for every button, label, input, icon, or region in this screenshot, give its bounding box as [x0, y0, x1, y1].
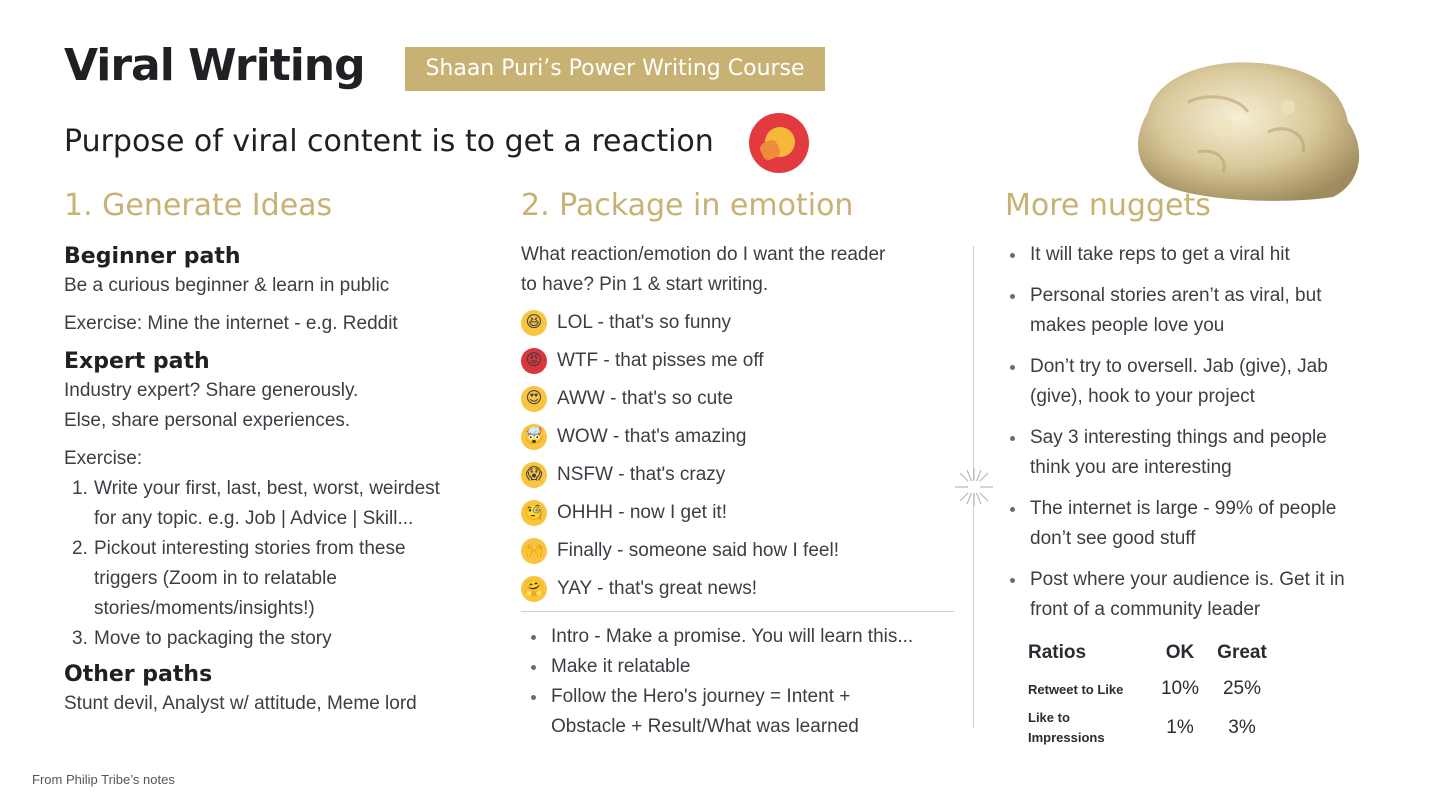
story-tips-list — [521, 622, 961, 742]
table-row: Like to Impressions 1% 3% — [1028, 710, 1256, 745]
generate-ideas-section — [64, 244, 504, 719]
other-paths-line: Stunt devil, Analyst w/ attitude, Meme lord — [64, 693, 417, 714]
list-item: Make it relatable — [521, 652, 961, 682]
emotion-item: 🙌 Finally - someone said how I feel! — [521, 532, 961, 570]
footnote: From Philip Tribe’s notes — [32, 772, 175, 787]
reaction-icon — [749, 113, 809, 173]
list-item: 1. Write your first, last, best, worst, weirdest for any topic. e.g. Job | Advice | Skill... — [72, 478, 440, 529]
list-item: Follow the Hero's journey = Intent + Obstacle + Result/What was learned — [521, 682, 961, 742]
emotion-item: 🧐 OHHH - now I get it! — [521, 494, 961, 532]
table-row: Retweet to Like 10% 25% — [1028, 678, 1262, 699]
emotion-item: 🤗 YAY - that's great news! — [521, 570, 961, 608]
beginner-line: Be a curious beginner & learn in public — [64, 275, 390, 296]
raised-hands-icon: 🙌 — [521, 538, 547, 564]
list-item: Say 3 interesting things and people think you are interesting — [1000, 423, 1420, 483]
emotion-item: 😍 AWW - that's so cute — [521, 380, 961, 418]
list-item: 3. Move to packaging the story — [72, 628, 332, 649]
page-subtitle: Purpose of viral content is to get a reaction — [64, 124, 714, 159]
package-emotion-section — [521, 240, 961, 608]
list-item: Personal stories aren’t as viral, but makes people love you — [1000, 281, 1420, 341]
section-divider — [521, 611, 954, 612]
emotion-intro-1: What reaction/emotion do I want the reader — [521, 244, 886, 265]
heart-eyes-face-icon: 😍 — [521, 386, 547, 412]
list-item: Post where your audience is. Get it in front of a community leader — [1000, 565, 1420, 625]
page-title: Viral Writing — [64, 40, 365, 91]
beginner-path-title: Beginner path — [64, 244, 241, 269]
emotion-item: 😱 NSFW - that's crazy — [521, 456, 961, 494]
sparkle-icon — [955, 468, 993, 506]
exercise-label: Exercise: — [64, 448, 143, 469]
hugging-face-icon: 🤗 — [521, 576, 547, 602]
list-item: It will take reps to get a viral hit — [1000, 240, 1420, 270]
ratios-table — [1028, 636, 1280, 748]
list-item: The internet is large - 99% of people don’t see good stuff — [1000, 494, 1420, 554]
beginner-exercise: Exercise: Mine the internet - e.g. Reddit — [64, 313, 398, 334]
course-badge: Shaan Puri’s Power Writing Course — [405, 47, 825, 91]
list-item: Don’t try to oversell. Jab (give), Jab (give), hook to your project — [1000, 352, 1420, 412]
laughing-face-icon: 😆 — [521, 310, 547, 336]
more-nuggets-heading: More nuggets — [1005, 188, 1211, 223]
other-paths-title: Other paths — [64, 662, 213, 687]
emotion-intro-2: to have? Pin 1 & start writing. — [521, 274, 769, 295]
screaming-face-icon: 😱 — [521, 462, 547, 488]
emotion-item: 🤯 WOW - that's amazing — [521, 418, 961, 456]
gold-nugget-image — [1128, 52, 1368, 202]
expert-line-1: Industry expert? Share generously. — [64, 380, 359, 401]
emotion-list — [521, 304, 961, 608]
expert-path-title: Expert path — [64, 349, 210, 374]
generate-ideas-heading: 1. Generate Ideas — [64, 188, 333, 223]
table-row: Ratios OK Great — [1028, 642, 1267, 663]
nuggets-list — [1000, 240, 1420, 625]
angry-face-icon: 😡 — [521, 348, 547, 374]
emotion-item: 😆 LOL - that's so funny — [521, 304, 961, 342]
monocle-face-icon: 🧐 — [521, 500, 547, 526]
list-item: 2. Pickout interesting stories from these triggers (Zoom in to relatable stories/moments/insights!) — [72, 538, 406, 619]
list-item: Intro - Make a promise. You will learn this... — [521, 622, 961, 652]
package-emotion-heading: 2. Package in emotion — [521, 188, 854, 223]
emotion-item: 😡 WTF - that pisses me off — [521, 342, 961, 380]
expert-line-2: Else, share personal experiences. — [64, 410, 351, 431]
exercise-steps — [64, 474, 504, 654]
mind-blown-face-icon: 🤯 — [521, 424, 547, 450]
